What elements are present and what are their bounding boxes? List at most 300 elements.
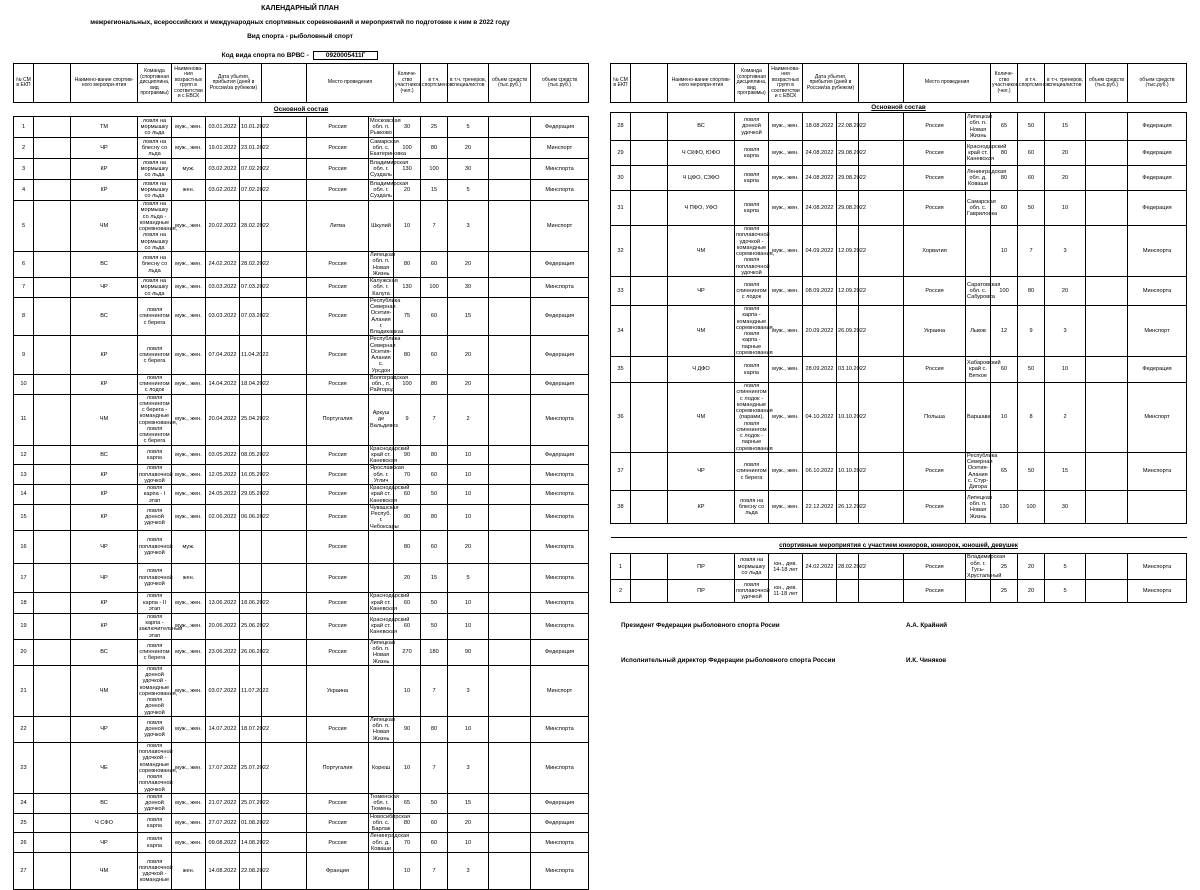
- participants-total: 70: [394, 465, 421, 485]
- team-discipline: ловля поплавочной удочкой - командные соревнования, ловля поплавочной удочкой: [139, 742, 178, 793]
- participants-total: 65: [991, 113, 1018, 141]
- table-row: [14, 813, 589, 833]
- financing-org: Федерация: [1128, 141, 1187, 166]
- date-start: 09.08.2022: [206, 833, 240, 853]
- athletes-count: 7: [421, 853, 448, 890]
- venue: Варшава: [966, 383, 991, 453]
- row-number: 25: [14, 813, 34, 833]
- date-end: 18.04.2022: [240, 374, 262, 394]
- date-start: 03.01.2022: [206, 117, 240, 138]
- participants-total: 100: [991, 277, 1018, 306]
- coaches-count: 20: [448, 813, 489, 833]
- participants-total: 10: [394, 742, 421, 793]
- event-type: ЧР: [668, 452, 735, 491]
- blank-cell: [34, 716, 71, 742]
- date-end: 28.02.2022: [837, 554, 859, 580]
- age-group: муж., жен.: [769, 491, 803, 524]
- country: Украина: [307, 665, 369, 716]
- financing-org: Федерация: [531, 639, 589, 665]
- funds-cell: [489, 117, 531, 138]
- funds-cell: [1086, 580, 1128, 603]
- venue: [369, 563, 394, 592]
- funds-cell: [489, 278, 531, 298]
- athletes-count: 50: [1018, 113, 1045, 141]
- event-type: ЧМ: [71, 853, 138, 890]
- date-start: 13.06.2022: [206, 592, 240, 613]
- country: Франция: [307, 853, 369, 890]
- country: Россия: [904, 554, 966, 580]
- date-start: 24.05.2022: [206, 485, 240, 505]
- financing-org: Минспорт: [531, 138, 589, 159]
- venue: [369, 665, 394, 716]
- coaches-count: 3: [1045, 306, 1086, 357]
- blank-cell: [34, 813, 71, 833]
- date-end: 18.07.2022: [240, 716, 262, 742]
- venue: Аркуш де Вальдевез: [369, 394, 394, 445]
- team-discipline: ловля спиннингом с берега: [138, 639, 172, 665]
- row-number: 13: [14, 465, 34, 485]
- event-type: ВС: [71, 252, 138, 278]
- row-number: 35: [611, 357, 631, 383]
- date-end: 08.05.2022: [240, 445, 262, 465]
- participants-total: 30: [394, 117, 421, 138]
- age-group: юн., дев. 14-18 лет: [769, 554, 803, 580]
- date-start: 07.04.2022: [206, 336, 240, 375]
- venue: Тюменская обл. г. Тюмень: [370, 793, 399, 813]
- team-discipline: ловля поплавочной удочкой: [139, 465, 173, 484]
- financing-org: Федерация: [1128, 113, 1187, 141]
- date-start: 20.06.2022: [206, 613, 240, 639]
- team-discipline: ловля карпа - I этап: [138, 485, 172, 505]
- table-row: [14, 336, 589, 375]
- funds-cell: [1086, 113, 1128, 141]
- team-discipline: ловля на блесну со льда: [138, 138, 172, 159]
- funds-cell: [489, 394, 531, 445]
- age-group: муж., жен.: [172, 592, 206, 613]
- venue: Республика Северная Осетия-Алания с. Стур-Дигора: [967, 452, 998, 490]
- athletes-count: 60: [1018, 166, 1045, 191]
- date-end: 25.06.2022: [240, 613, 262, 639]
- row-number: 16: [14, 530, 34, 563]
- participants-total: 10: [394, 665, 421, 716]
- participants-total: 270: [394, 639, 421, 665]
- funds-cell: [1086, 277, 1128, 306]
- athletes-count: 15: [421, 563, 448, 592]
- president-title: Президент Федерации рыболовного спорта Росии: [621, 622, 780, 629]
- team-discipline: ловля спиннингом с лодок: [735, 277, 769, 306]
- athletes-count: 80: [421, 374, 448, 394]
- date-end: 22.08.2022: [240, 853, 262, 890]
- venue: Краснодарский край ст. Каневская: [370, 485, 410, 504]
- blank-cell: [631, 226, 668, 277]
- team-discipline: ловля на блесну со льда: [735, 491, 769, 524]
- event-type: КР: [668, 491, 735, 524]
- athletes-count: 15: [421, 180, 448, 201]
- athletes-count: 50: [1018, 191, 1045, 226]
- funds-cell: [489, 853, 531, 890]
- blank-cell: [34, 485, 71, 505]
- date-end: 25.07.2022: [240, 742, 262, 793]
- country: Россия: [307, 138, 369, 159]
- row-number: 24: [14, 793, 34, 813]
- left-header-row: [14, 64, 589, 103]
- date-end: 29.05.2022: [240, 485, 262, 505]
- date-start: 22.12.2022: [803, 491, 837, 524]
- venue: Львов: [966, 306, 991, 357]
- table-row: [14, 297, 589, 336]
- coaches-count: 10: [448, 716, 489, 742]
- venue: Чувашская Респуб. г. Чебоксары: [370, 504, 399, 530]
- date-start: 14.07.2022: [206, 716, 240, 742]
- team-discipline: ловля донной удочкой: [138, 716, 172, 742]
- athletes-count: 25: [421, 117, 448, 138]
- table-row: [611, 141, 1187, 166]
- row-number: 1: [611, 554, 631, 580]
- athletes-count: 60: [421, 833, 448, 853]
- date-end: 12.09.2022: [837, 277, 859, 306]
- blank-cell: [34, 833, 71, 853]
- country: Россия: [307, 485, 369, 505]
- age-group: муж., жен.: [172, 793, 206, 813]
- blank-cell: [34, 853, 71, 890]
- age-group: муж., жен.: [172, 278, 206, 298]
- age-group: муж.: [172, 159, 206, 180]
- right-header-row: [611, 64, 1187, 103]
- venue: Ярославская обл. г. Углич: [370, 465, 404, 484]
- funds-cell: [1086, 452, 1128, 491]
- left-col-header: Наимено-вание спортив-ного меропри-ятия: [71, 64, 138, 103]
- date-start: 18.08.2022: [803, 113, 837, 141]
- coaches-count: 30: [448, 278, 489, 298]
- coaches-count: 15: [448, 297, 489, 336]
- participants-total: 75: [394, 297, 421, 336]
- date-end: 28.02.2022: [240, 201, 262, 252]
- table-gap: [611, 524, 1187, 538]
- financing-org: Минспорта: [531, 563, 589, 592]
- age-group: муж., жен.: [172, 374, 206, 394]
- coaches-count: 10: [448, 833, 489, 853]
- coaches-count: 10: [448, 613, 489, 639]
- age-group: муж., жен.: [172, 445, 206, 465]
- funds-cell: [489, 639, 531, 665]
- participants-total: 60: [394, 485, 421, 505]
- blank-cell: [34, 394, 71, 445]
- age-group: жен.: [172, 853, 206, 890]
- country: Россия: [307, 180, 369, 201]
- funds-cell: [489, 445, 531, 465]
- country: Украина: [904, 306, 966, 357]
- date-start: 04.09.2022: [803, 226, 837, 277]
- row-number: 37: [611, 452, 631, 491]
- country: Россия: [307, 716, 369, 742]
- right-col-header: в т.ч. спортсменов: [1018, 64, 1045, 103]
- coaches-count: 3: [1045, 226, 1086, 277]
- blank-cell: [631, 452, 668, 491]
- date-start: 24.08.2022: [803, 141, 837, 166]
- venue: Липецкая обл. п. Новая Жизнь: [967, 114, 992, 139]
- venue: Самарская обл. с. Екатериновка: [370, 138, 407, 158]
- table-row: [611, 491, 1187, 524]
- venue: Республика Северная Осетия-Алания с. Урсдон: [370, 336, 401, 374]
- section-main-title: Основной состав: [611, 103, 1187, 113]
- date-end: 12.09.2022: [837, 226, 859, 277]
- country: Россия: [904, 357, 966, 383]
- row-number: 2: [611, 580, 631, 603]
- blank-cell: [34, 180, 71, 201]
- document-title: КАЛЕНДАРНЫЙ ПЛАН: [261, 5, 339, 12]
- table-row: [14, 374, 589, 394]
- event-type: ЧР: [71, 138, 138, 159]
- country: Россия: [307, 613, 369, 639]
- age-group: муж., жен.: [172, 716, 206, 742]
- date-start: 03.07.2022: [206, 665, 240, 716]
- participants-total: 25: [991, 554, 1018, 580]
- team-discipline: ловля на мормышку со льда: [138, 180, 172, 201]
- athletes-count: 80: [1018, 277, 1045, 306]
- event-type: ВС: [71, 639, 138, 665]
- coaches-count: 20: [448, 336, 489, 375]
- coaches-count: 3: [448, 201, 489, 252]
- event-type: КР: [71, 374, 138, 394]
- age-group: муж., жен.: [172, 742, 206, 793]
- age-group: муж., жен.: [172, 297, 206, 336]
- date-end: 07.03.2022: [240, 278, 262, 298]
- athletes-count: 20: [1018, 554, 1045, 580]
- athletes-count: 60: [421, 336, 448, 375]
- athletes-count: 50: [421, 592, 448, 613]
- country: Литва: [307, 201, 369, 252]
- president-name: А.А. Крайний: [906, 622, 947, 629]
- country: Россия: [904, 191, 966, 226]
- participants-total: 60: [991, 357, 1018, 383]
- venue: Краснодарский край ст. Каневская: [370, 445, 410, 464]
- blank-cell: [631, 113, 668, 141]
- event-type: КР: [71, 465, 138, 485]
- date-end: 10.01.2022: [240, 117, 262, 138]
- director-name: И.К. Чиняков: [906, 657, 947, 664]
- date-end: 28.02.2022: [240, 252, 262, 278]
- event-type: ЧМ: [668, 383, 735, 453]
- age-group: муж., жен.: [172, 665, 206, 716]
- country: Россия: [904, 141, 966, 166]
- country: Россия: [307, 639, 369, 665]
- country: Россия: [904, 452, 966, 491]
- date-end: 29.08.2022: [837, 141, 859, 166]
- table-row: [14, 716, 589, 742]
- participants-total: 70: [394, 833, 421, 853]
- date-end: 18.06.2022: [240, 592, 262, 613]
- venue: Краснодарский край ст. Каневская: [370, 593, 410, 612]
- financing-org: Минспорта: [531, 504, 589, 530]
- date-end: [240, 530, 262, 563]
- event-type: ЧР: [71, 833, 138, 853]
- table-row: [14, 117, 589, 138]
- table-row: [14, 613, 589, 639]
- right-col-header: Наименова-ния возрастных групп в соответстви и с ЕВСК: [769, 64, 803, 103]
- venue: Краснодарский край ст. Каневская: [966, 141, 991, 166]
- age-group: муж., жен.: [172, 117, 206, 138]
- blank-cell: [34, 374, 71, 394]
- date-end: 01.08.2022: [240, 813, 262, 833]
- row-number: 11: [14, 394, 34, 445]
- financing-org: Минспорт: [1128, 306, 1187, 357]
- team-discipline: ловля спиннингом с лодок - командные соревнования (парами), ловля спиннингом с лодок - парные соревнования: [736, 383, 773, 452]
- country: Россия: [307, 445, 369, 465]
- team-discipline: ловля донной удочкой - командные соревнования, ловля донной удочкой: [139, 665, 178, 716]
- sport-code-value: 0920005411Г: [313, 51, 378, 60]
- coaches-count: 3: [448, 742, 489, 793]
- team-discipline: ловля карпа: [138, 445, 172, 465]
- blank-cell: [631, 166, 668, 191]
- blank-cell: [34, 742, 71, 793]
- row-number: 6: [14, 252, 34, 278]
- left-col-header: № СМ в ЕКП: [14, 64, 34, 103]
- country: Россия: [307, 465, 369, 485]
- left-header-blank: [34, 64, 71, 103]
- row-number: 14: [14, 485, 34, 505]
- venue: Ленинградская обл. д. Коваши: [966, 166, 991, 191]
- age-group: муж., жен.: [172, 201, 206, 252]
- row-number: 20: [14, 639, 34, 665]
- venue: Московская обл. п. Рыкково: [370, 117, 401, 137]
- coaches-count: 20: [1045, 277, 1086, 306]
- event-type: КР: [71, 592, 138, 613]
- athletes-count: 50: [1018, 452, 1045, 491]
- financing-org: Федерация: [531, 374, 589, 394]
- date-start: 17.07.2022: [206, 742, 240, 793]
- date-end: 25.07.2022: [240, 793, 262, 813]
- country: Россия: [307, 563, 369, 592]
- team-discipline: ловля карпа: [735, 166, 769, 191]
- director-title: Исполнительный директор Федерации рыболовного спорта России: [621, 657, 836, 664]
- blank-cell: [631, 491, 668, 524]
- venue: Краснодарский край ст. Каневская: [369, 613, 394, 639]
- row-number: 3: [14, 159, 34, 180]
- team-discipline: ловля на мормышку со льда: [138, 117, 172, 138]
- blank-cell: [34, 665, 71, 716]
- funds-cell: [489, 793, 531, 813]
- country: Россия: [904, 113, 966, 141]
- date-end: 07.02.2022: [240, 180, 262, 201]
- right-col-header: Команда (спортивная дисциплина, вид программы): [735, 64, 769, 103]
- participants-total: 80: [394, 530, 421, 563]
- date-start: [206, 563, 240, 592]
- team-discipline: ловля поплавочной удочкой: [138, 563, 172, 592]
- table-row: [14, 201, 589, 252]
- financing-org: Минспорта: [531, 180, 589, 201]
- coaches-count: 5: [1045, 580, 1086, 603]
- venue: Липецкая обл. п. Новая Жизнь: [370, 639, 395, 665]
- row-number: 31: [611, 191, 631, 226]
- country: Россия: [307, 504, 369, 530]
- participants-total: 80: [991, 166, 1018, 191]
- participants-total: 10: [991, 383, 1018, 453]
- coaches-count: 10: [448, 445, 489, 465]
- venue: Владимирская обл. г. Суздаль: [370, 159, 409, 179]
- blank-cell: [631, 383, 668, 453]
- financing-org: Минспорта: [531, 394, 589, 445]
- team-discipline: ловля спиннингом с лодок: [139, 374, 170, 394]
- team-discipline: ловля спиннингом с берега: [138, 297, 172, 336]
- event-type: КР: [71, 336, 138, 375]
- blank-cell: [262, 530, 307, 563]
- coaches-count: 2: [448, 394, 489, 445]
- country: Россия: [307, 592, 369, 613]
- blank-cell: [631, 580, 668, 603]
- left-col-header: Дата убытия, прибытия (дней в России/за рубежом): [206, 64, 262, 103]
- age-group: муж., жен.: [172, 639, 206, 665]
- age-group: муж., жен.: [172, 813, 206, 833]
- left-col-header: объем средств (тыс.руб.): [489, 64, 531, 103]
- athletes-count: 7: [1018, 226, 1045, 277]
- event-type: КР: [71, 504, 138, 530]
- venue: Калужская обл. г. Калуга: [370, 278, 398, 297]
- venue: Владимирская обл. г. Суздаль: [370, 180, 409, 200]
- team-discipline: ловля карпа - II этап: [138, 592, 172, 613]
- table-row: [14, 530, 589, 563]
- financing-org: Минспорта: [531, 613, 589, 639]
- athletes-count: 7: [421, 201, 448, 252]
- participants-total: 80: [394, 252, 421, 278]
- right-col-header: объем средств (тыс.руб.): [1086, 64, 1128, 103]
- table-row: [14, 465, 589, 485]
- right-table: [610, 63, 1187, 603]
- table-row: [611, 191, 1187, 226]
- date-end: 29.08.2022: [837, 191, 859, 226]
- blank-cell: [34, 592, 71, 613]
- venue: Хабаровский край с. Вяткое: [966, 357, 991, 383]
- financing-org: Федерация: [531, 252, 589, 278]
- event-type: КР: [71, 613, 138, 639]
- country: Россия: [307, 793, 369, 813]
- row-number: 12: [14, 445, 34, 465]
- date-start: 12.05.2022: [206, 465, 240, 485]
- row-number: 5: [14, 201, 34, 252]
- age-group: муж., жен.: [769, 113, 803, 141]
- document-subtitle: межрегиональных, всероссийских и международных спортивных соревнований и мероприятий по подготовке к ним в 2022 году: [90, 19, 510, 26]
- date-start: 24.08.2022: [803, 191, 837, 226]
- table-row: [611, 226, 1187, 277]
- participants-total: 90: [394, 504, 421, 530]
- event-type: ЧМ: [71, 394, 138, 445]
- financing-org: Минспорта: [1128, 277, 1187, 306]
- table-row: [14, 833, 589, 853]
- date-end: 25.04.2022: [240, 394, 262, 445]
- age-group: муж., жен.: [769, 277, 803, 306]
- date-start: 20.04.2022: [206, 394, 240, 445]
- financing-org: Федерация: [1128, 191, 1187, 226]
- blank-cell: [631, 277, 668, 306]
- date-start: 06.10.2022: [803, 452, 837, 491]
- team-discipline: ловля карпа - командные соревнования, ловля карпа - парные соревнования: [736, 306, 775, 356]
- country: Россия: [307, 252, 369, 278]
- table-row: [14, 159, 589, 180]
- country: Польша: [904, 383, 966, 453]
- country: Португалия: [307, 742, 369, 793]
- age-group: муж., жен.: [172, 138, 206, 159]
- athletes-count: 7: [421, 665, 448, 716]
- athletes-count: 20: [1018, 580, 1045, 603]
- date-start: 03.03.2022: [206, 297, 240, 336]
- country: Россия: [307, 278, 369, 298]
- participants-total: 100: [394, 374, 421, 394]
- country: Россия: [904, 580, 966, 603]
- event-type: ВС: [71, 297, 138, 336]
- date-end: 11.04.2022: [240, 336, 262, 375]
- team-discipline: ловля на мормышку со льда - командные соревнования, ловля на мормышку со льда: [139, 201, 178, 251]
- venue: [966, 580, 991, 603]
- table-row: [14, 504, 589, 530]
